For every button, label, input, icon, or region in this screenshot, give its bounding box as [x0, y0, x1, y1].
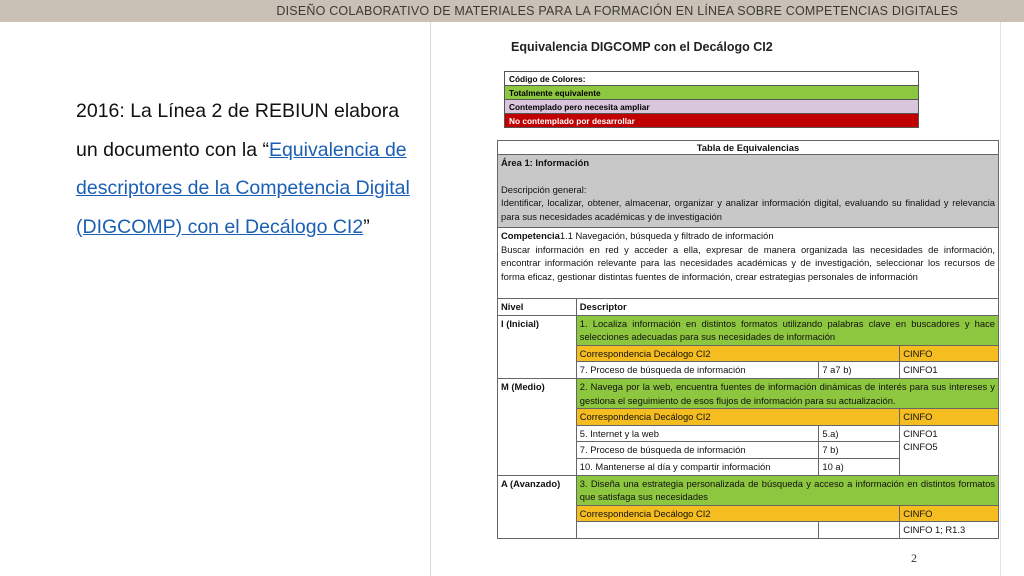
equivalence-table	[497, 140, 999, 539]
row-text: 7. Proceso de búsqueda de información	[576, 442, 819, 459]
descriptor-avanzado: 3. Diseña una estrategia personalizada de búsqueda y acceso a información en distintos formatos que satisfaga sus necesidades	[576, 475, 998, 505]
doc-title: Equivalencia DIGCOMP con el Decálogo CI2	[511, 40, 773, 54]
legend-lilac: Contemplado pero necesita ampliar	[505, 100, 919, 114]
competence-title: 1.1 Navegación, búsqueda y filtrado de información	[559, 230, 774, 241]
area-title: Área 1: Información	[501, 157, 590, 168]
cinfo-line: CINFO1	[903, 427, 938, 439]
row-code	[819, 522, 900, 539]
table-title: Tabla de Equivalencias	[498, 141, 999, 155]
row-text: 5. Internet y la web	[576, 425, 819, 442]
row-cinfo: CINFO 1; R1.3	[900, 522, 999, 539]
level-avanzado: A (Avanzado)	[498, 475, 577, 538]
correspondence-value: CINFO	[900, 505, 999, 522]
row-code: 7 a7 b)	[819, 362, 900, 379]
document-image	[431, 22, 1001, 576]
row-code: 10 a)	[819, 458, 900, 475]
intro-text: 2016: La Línea 2 de REBIUN elabora un documento con la “	[76, 100, 400, 161]
description-label: Descripción general:	[501, 183, 587, 195]
row-text: 10. Mantenerse al día y compartir información	[576, 458, 819, 475]
correspondence-label: Correspondencia Decálogo CI2	[576, 505, 899, 522]
left-text-block	[76, 92, 421, 246]
row-cinfo: CINFO1	[900, 362, 999, 379]
row-text	[576, 522, 819, 539]
descriptor-medio: 2. Navega por la web, encuentra fuentes de información dinámicas de interés para sus intereses y gestiona el seguimiento de esos flujos de información para su actualización.	[576, 378, 998, 408]
header-descriptor: Descriptor	[576, 299, 998, 316]
legend-green: Totalmente equivalente	[505, 86, 919, 100]
descriptor-inicial: 1. Localiza información en distintos formatos utilizando palabras clave en buscadores y hace selecciones adecuadas para sus necesidades de información	[576, 315, 998, 345]
cinfo-line: CINFO5	[903, 441, 938, 453]
row-cinfo	[900, 425, 999, 475]
description-text: Identificar, localizar, obtener, almacenar, organizar y analizar información digital, evaluando su finalidad y relevancia para sus necesidades académicas y de investigación	[501, 197, 995, 222]
competence-label: Competencia	[501, 230, 560, 241]
competence-text: Buscar información en red y acceder a ella, expresar de manera organizada las necesidades de información, encontrar información relevante para las necesidades académicas y de investigación, seleccionar los recursos de forma eficaz, gestionar distintas fuentes de información, crear estrategias personales de información	[501, 243, 995, 282]
competence-cell	[498, 228, 999, 299]
document-link[interactable]: Equivalencia de descriptores de la Competencia Digital (DIGCOMP) con el Decálogo CI2	[76, 138, 410, 238]
row-text: 7. Proceso de búsqueda de información	[576, 362, 819, 379]
page-number: 2	[911, 551, 917, 565]
correspondence-value: CINFO	[900, 345, 999, 362]
color-legend	[504, 71, 919, 128]
level-medio: M (Medio)	[498, 378, 577, 475]
level-inicial: I (Inicial)	[498, 315, 577, 378]
top-banner	[0, 0, 1024, 22]
row-code: 5.a)	[819, 425, 900, 442]
legend-red: No contemplado por desarrollar	[505, 114, 919, 128]
correspondence-label: Correspondencia Decálogo CI2	[576, 345, 899, 362]
closing-quote: ”	[363, 215, 370, 238]
row-code: 7 b)	[819, 442, 900, 459]
legend-header: Código de Colores:	[505, 72, 919, 86]
header-nivel: Nivel	[498, 299, 577, 316]
correspondence-value: CINFO	[900, 409, 999, 426]
correspondence-label: Correspondencia Decálogo CI2	[576, 409, 899, 426]
area-cell	[498, 155, 999, 228]
banner-title: DISEÑO COLABORATIVO DE MATERIALES PARA LA FORMACIÓN EN LÍNEA SOBRE COMPETENCIAS DIGITALES	[276, 4, 958, 18]
